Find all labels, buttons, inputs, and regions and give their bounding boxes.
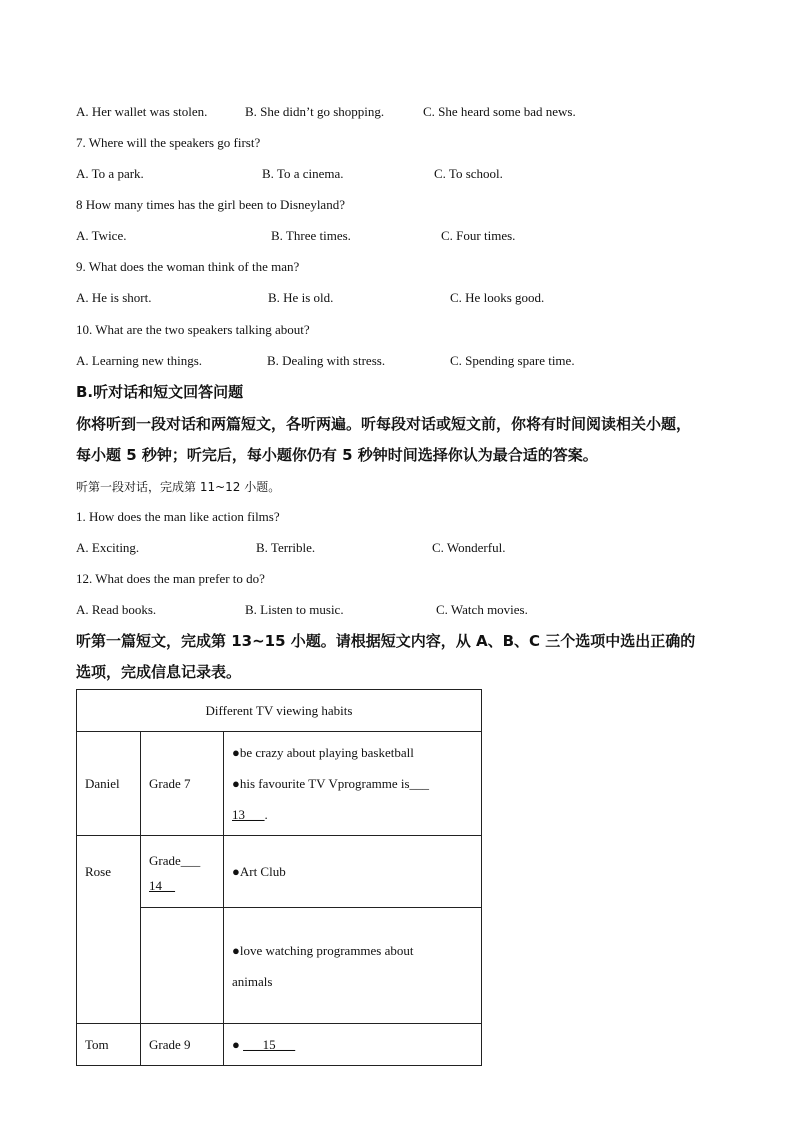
tv-habits-table [76, 689, 482, 1066]
q7-question: 7. Where will the speakers go first? [76, 135, 261, 150]
tom-details [224, 1024, 482, 1066]
blank-13: 13___ [232, 807, 265, 822]
blank-13-end: . [264, 807, 268, 822]
rose-grade-cont [141, 908, 224, 1024]
tom-name: Tom [77, 1024, 141, 1066]
q8-question: 8 How many times has the girl been to Disneyland? [76, 197, 345, 212]
daniel-item1: ●be crazy about playing basketball [232, 745, 414, 760]
rose-item2-line2: animals [232, 973, 273, 989]
passage1-instruction-line1: 听第一篇短文，完成第 13~15 小题。请根据短文内容，从 A、B、C 三个选项中选出正确的 [76, 632, 696, 650]
table-title: Different TV viewing habits [77, 690, 482, 732]
rose-item2-line1: ●love watching programmes about [232, 942, 414, 958]
q10-option-a: A. Learning new things. [76, 353, 203, 368]
tom-grade: Grade 9 [141, 1024, 224, 1066]
q10-option-c: C. Spending spare time. [450, 353, 575, 368]
daniel-item2: ●his favourite TV Vprogramme is___ [232, 776, 430, 791]
q12-option-c: C. Watch movies. [436, 602, 528, 617]
section-b-heading: B.听对话和短文回答问题 [76, 383, 244, 401]
section-b-instruction-line2: 每小题 5 秒钟；听完后，每小题你仍有 5 秒钟时间选择你认为最合适的答案。 [76, 446, 598, 464]
q6-option-c: C. She heard some bad news. [423, 104, 576, 119]
daniel-blank-13 [232, 799, 473, 830]
q12-option-b: B. Listen to music. [245, 602, 344, 617]
rose-item2 [224, 908, 482, 1024]
q9-option-b: B. He is old. [268, 290, 334, 305]
q7-option-b: B. To a cinema. [262, 166, 344, 181]
q8-option-a: A. Twice. [76, 228, 127, 243]
q9-question: 9. What does the woman think of the man? [76, 259, 300, 274]
table-row-daniel [77, 732, 482, 836]
daniel-grade: Grade 7 [141, 732, 224, 836]
q6-option-b: B. She didn’t go shopping. [245, 104, 385, 119]
daniel-details [224, 732, 482, 836]
blank-15: ___15___ [243, 1036, 296, 1052]
q8-option-c: C. Four times. [441, 228, 516, 243]
q12-option-a: A. Read books. [76, 602, 157, 617]
q11-option-b: B. Terrible. [256, 540, 316, 555]
q10-question: 10. What are the two speakers talking about? [76, 322, 310, 337]
q6-option-a: A. Her wallet was stolen. [76, 104, 208, 119]
q11-option-c: C. Wonderful. [432, 540, 506, 555]
rose-grade [141, 836, 224, 908]
q9-option-a: A. He is short. [76, 290, 152, 305]
table-row-tom [77, 1024, 482, 1066]
table-row-rose-cont [77, 908, 482, 1024]
rose-grade-prefix: Grade___ [149, 852, 201, 868]
rose-name-cont [77, 908, 141, 1024]
blank-14: 14__ [149, 877, 175, 893]
daniel-name: Daniel [77, 732, 141, 836]
dialogue-note: 听第一段对话，完成第 11~12 小题。 [76, 480, 281, 494]
rose-name: Rose [77, 836, 141, 908]
q8-option-b: B. Three times. [271, 228, 351, 243]
q12-question: 12. What does the man prefer to do? [76, 571, 265, 586]
q7-option-a: A. To a park. [76, 166, 144, 181]
passage1-instruction-line2: 选项，完成信息记录表。 [76, 663, 242, 681]
q7-option-c: C. To school. [434, 166, 503, 181]
rose-item1: ●Art Club [224, 836, 482, 908]
q11-option-a: A. Exciting. [76, 540, 140, 555]
section-b-instruction-line1: 你将听到一段对话和两篇短文，各听两遍。听每段对话或短文前，你将有时间阅读相关小题， [76, 415, 692, 433]
q11-question: 1. How does the man like action films? [76, 509, 280, 524]
table-title-row [77, 690, 482, 732]
table-row-rose [77, 836, 482, 908]
q10-option-b: B. Dealing with stress. [267, 353, 386, 368]
tom-bullet: ● [232, 1036, 240, 1052]
q9-option-c: C. He looks good. [450, 290, 545, 305]
